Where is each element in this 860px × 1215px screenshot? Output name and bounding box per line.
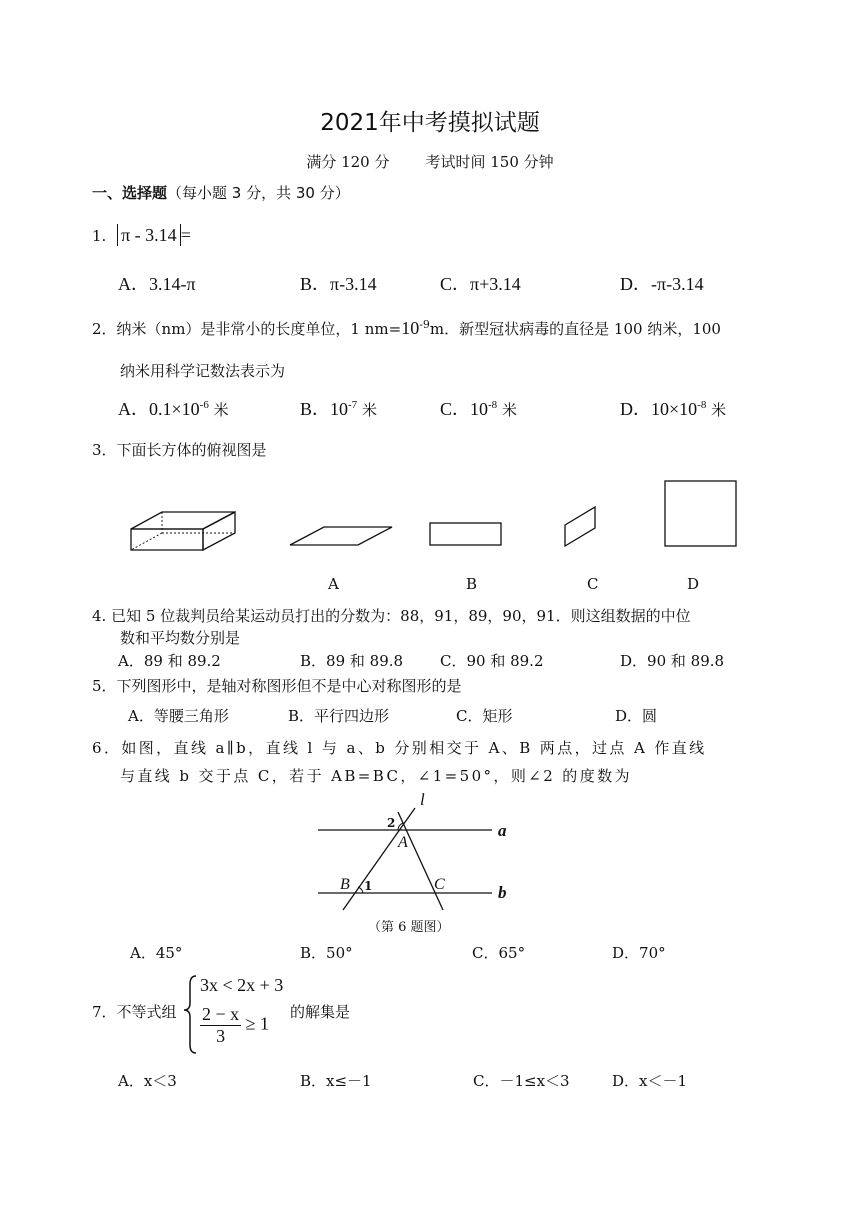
q2-c-base: C．10 — [440, 399, 489, 419]
question-4-line2: 数和平均数分别是 — [120, 629, 241, 647]
q6-option-a[interactable]: A．45° — [130, 944, 183, 962]
q7-frac-num: 2 − x — [202, 1004, 240, 1024]
q7-prefix: 7．不等式组 — [92, 1003, 177, 1021]
q4-option-b[interactable]: B．89 和 89.8 — [300, 652, 404, 670]
q1-abs-expression: π - 3.14 — [117, 224, 181, 246]
q2-pow-base: 10 — [401, 318, 420, 338]
q6-option-c[interactable]: C．65° — [472, 944, 526, 962]
q2-d-base: D．10×10 — [620, 399, 698, 419]
q7-option-c[interactable]: C．－1≤x＜3 — [473, 1072, 570, 1090]
q1-option-c[interactable]: C．π+3.14 — [440, 274, 521, 294]
q2-a-base: A．0.1×10 — [118, 399, 200, 419]
fig-label-angle2: 2 — [387, 816, 396, 830]
fig-label-angle1: 1 — [364, 879, 373, 893]
q4-option-c[interactable]: C．90 和 89.2 — [440, 652, 544, 670]
exam-time: 考试时间 150 分钟 — [425, 153, 554, 171]
q3-label-d: D — [687, 575, 700, 593]
q5-option-a[interactable]: A．等腰三角形 — [128, 707, 229, 725]
q1-equals: = — [180, 225, 191, 245]
q7-option-b[interactable]: B．x≤－1 — [300, 1072, 372, 1090]
q2-a-unit: 米 — [208, 401, 229, 419]
q7-suffix: 的解集是 — [290, 1003, 351, 1021]
q7-ineq2-tail: ≥ 1 — [245, 1013, 270, 1034]
fig-label-A: A — [398, 834, 408, 851]
q7-inequality-2 — [200, 1004, 269, 1047]
q7-option-d[interactable]: D．x＜－1 — [612, 1072, 688, 1090]
full-score: 满分 120 分 — [306, 153, 390, 171]
q2-c-exp: -8 — [488, 399, 498, 411]
q2-d-exp: -8 — [697, 399, 707, 411]
section-label: 一、选择题 — [92, 184, 168, 202]
q5-option-b[interactable]: B．平行四边形 — [288, 707, 390, 725]
q4-option-d[interactable]: D．90 和 89.8 — [620, 652, 725, 670]
q6-caption: （第 6 题图） — [368, 920, 450, 935]
q2-b-base: B．10 — [300, 399, 349, 419]
question-3: 3．下面长方体的俯视图是 — [92, 441, 267, 459]
fig-label-a: a — [498, 821, 507, 840]
q2-b-exp: -7 — [348, 399, 358, 411]
q3-label-c: C — [587, 575, 599, 593]
q1-option-b[interactable]: B．π-3.14 — [300, 274, 377, 294]
q5-option-c[interactable]: C．矩形 — [456, 707, 513, 725]
q2-a-exp: -6 — [199, 399, 209, 411]
question-2-line2: 纳米用科学记数法表示为 — [120, 362, 286, 380]
q6-option-b[interactable]: B．50° — [300, 944, 353, 962]
q7-frac-den: 3 — [216, 1026, 226, 1046]
q5-option-d[interactable]: D．圆 — [615, 707, 658, 725]
q6-option-d[interactable]: D．70° — [612, 944, 666, 962]
question-6-line1: 6．如图，直线 a∥b，直线 l 与 a、b 分别相交于 A、B 两点，过点 A 作直线 — [92, 739, 707, 757]
q2-text-a: 2．纳米（nm）是非常小的长度单位，1 nm= — [92, 320, 402, 338]
q1-number: 1. — [92, 227, 107, 245]
q7-inequality-1: 3x < 2x + 3 — [200, 975, 284, 995]
q2-b-unit: 米 — [357, 401, 377, 419]
q1-option-a[interactable]: A．3.14-π — [118, 274, 196, 294]
fig-label-B: B — [340, 876, 350, 893]
page-title: 2021年中考摸拟试题 — [320, 110, 540, 136]
q7-option-a[interactable]: A．x＜3 — [118, 1072, 177, 1090]
q7-fraction — [200, 1004, 241, 1047]
q2-pow-exp: -9 — [419, 318, 430, 331]
question-4-line1: 4. 已知 5 位裁判员给某运动员打出的分数为：88，91，89，90，91．则这组数据的中位 — [92, 607, 691, 625]
fig-label-C: C — [434, 876, 445, 893]
section-note: （每小题 3 分，共 30 分） — [167, 184, 350, 202]
q2-d-unit: 米 — [706, 401, 727, 419]
fig-label-b: b — [498, 883, 507, 902]
fig-label-l: l — [420, 790, 425, 809]
q3-label-a: A — [328, 575, 339, 593]
q4-option-a[interactable]: A．89 和 89.2 — [118, 652, 221, 670]
q2-c-unit: 米 — [497, 401, 517, 419]
question-5: 5．下列图形中，是轴对称图形但不是中心对称图形的是 — [92, 677, 462, 695]
question-6-line2: 与直线 b 交于点 C，若于 AB=BC，∠1=50°，则∠2 的度数为 — [120, 767, 632, 785]
q2-text-b: m．新型冠状病毒的直径是 100 纳米，100 — [429, 320, 721, 338]
q1-option-d[interactable]: D．-π-3.14 — [620, 274, 704, 294]
q3-label-b: B — [466, 575, 478, 593]
